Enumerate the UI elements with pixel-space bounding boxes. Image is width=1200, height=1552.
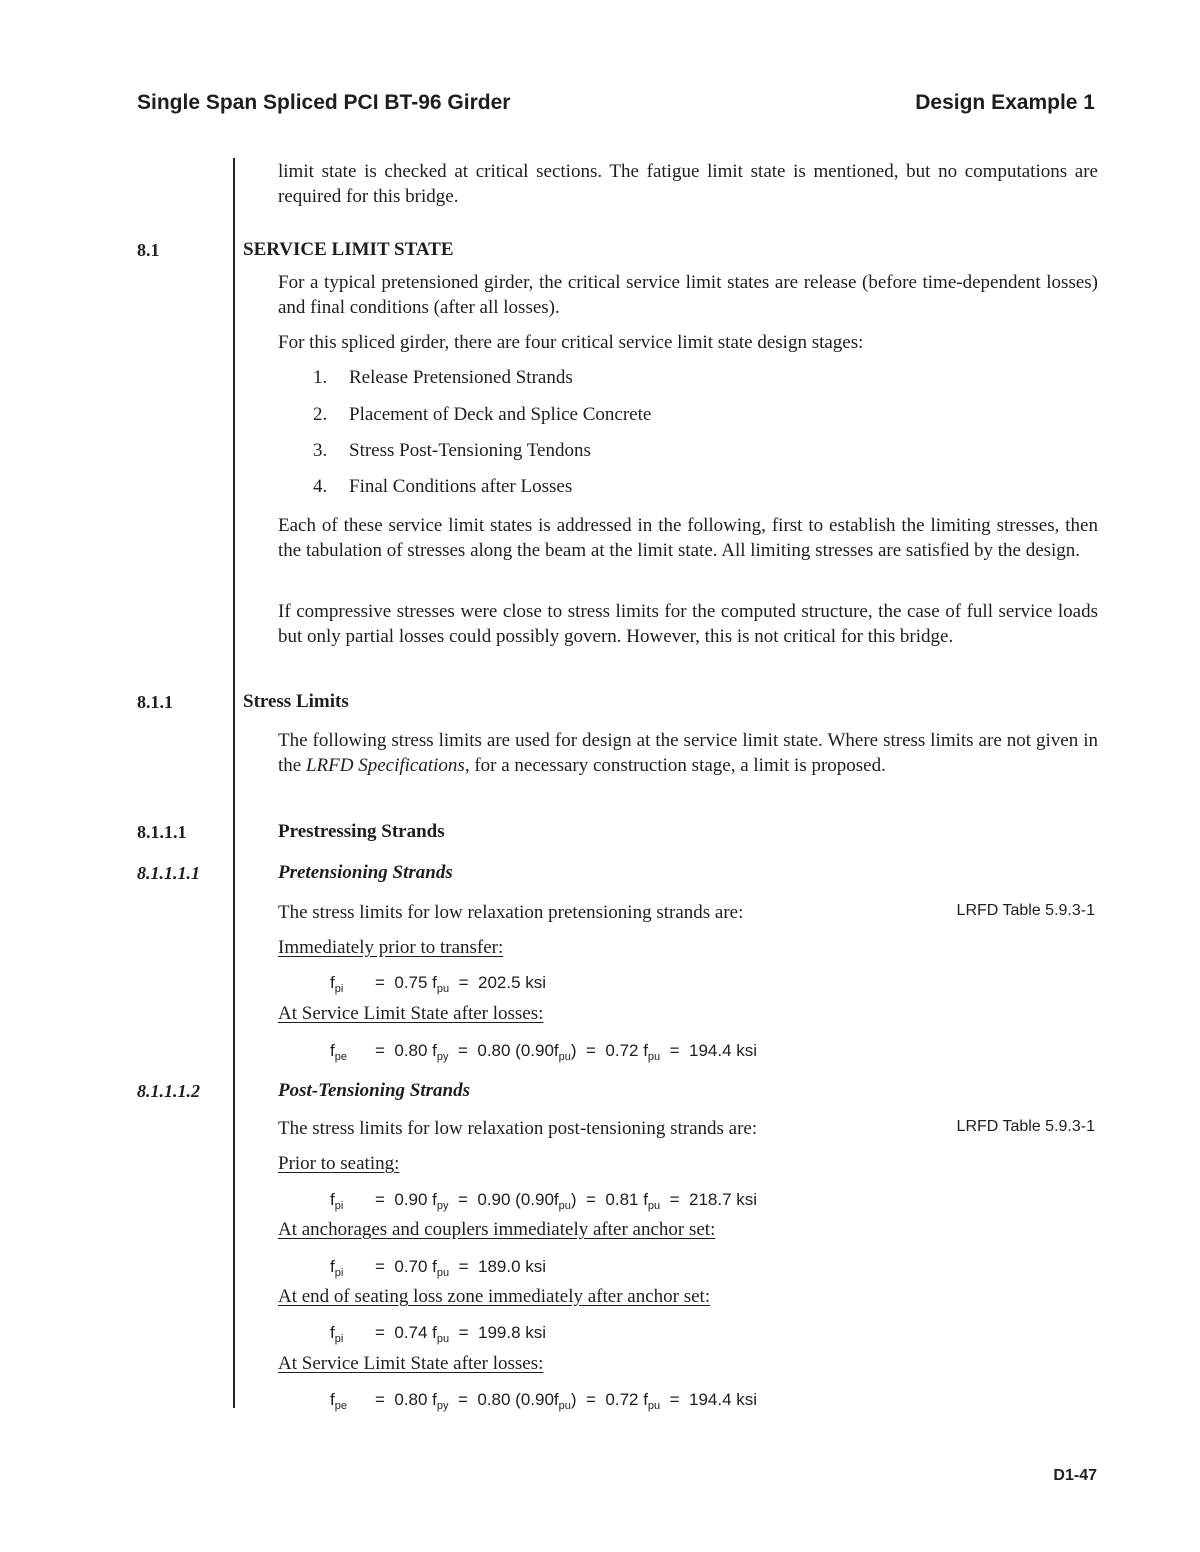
intro-paragraph: limit state is checked at critical sections. The fatigue limit state is mentioned, but no computations are required for this bridge. <box>278 161 1098 207</box>
paragraph: The stress limits for low relaxation pretensioning strands are: <box>278 902 744 923</box>
condition-label: At Service Limit State after losses: <box>278 1353 544 1374</box>
list-item <box>313 404 651 426</box>
list-item-text: Placement of Deck and Splice Concrete <box>349 404 652 425</box>
condition-label: At anchorages and couplers immediately after anchor set: <box>278 1219 716 1240</box>
lrfd-specifications-italic: LRFD Specifications <box>305 755 465 776</box>
paragraph: Each of these service limit states is addressed in the following, first to establish the limiting stresses, then the tabulation of stresses along the beam at the limit state. All limiting stresses are satisfied by the design. <box>278 515 1098 561</box>
list-item <box>313 367 573 389</box>
equation: $f_{pi} = 0.75$ $f_{pu} = 202.5$ ksi <box>330 973 547 995</box>
condition-label: At end of seating loss zone immediately after anchor set: <box>278 1286 711 1307</box>
paragraph: The stress limits for low relaxation post-tensioning strands are: <box>278 1118 758 1139</box>
condition-label: Prior to seating: <box>278 1153 400 1174</box>
list-item-text: Stress Post-Tensioning Tendons <box>349 440 591 461</box>
paragraph: For a typical pretensioned girder, the critical service limit states are release (before time-dependent losses) and final conditions (after all losses). <box>278 272 1098 318</box>
section-title-prestressing-strands: Prestressing Strands <box>278 821 445 842</box>
lrfd-reference: LRFD Table 5.9.3-1 <box>956 1118 1095 1135</box>
paragraph: The following stress limits are used for design at the service limit state. Where stress limits are not given in the LRFD Specifications, for a necessary construction stage, a limit is proposed. <box>278 730 1098 776</box>
section-number-8-1: 8.1 <box>137 240 160 260</box>
margin-rule <box>233 158 235 1408</box>
list-item-text: Release Pretensioned Strands <box>349 367 573 388</box>
list-item <box>313 476 572 498</box>
list-item-number: 4. <box>313 476 328 497</box>
document-title: Single Span Spliced PCI BT-96 Girder <box>137 91 511 114</box>
section-number-8-1-1-1: 8.1.1.1 <box>137 822 187 842</box>
equation: $f_{pe} = 0.80$ $f_{py} = 0.80$ $(0.90f_{pu}) = 0.72$ $f_{pu} = 194.4$ ksi <box>330 1041 758 1063</box>
list-item-number: 2. <box>313 404 328 425</box>
section-number-8-1-1-1-2: 8.1.1.1.2 <box>137 1081 200 1101</box>
section-number-8-1-1: 8.1.1 <box>137 692 173 712</box>
section-title-post-tensioning-strands: Post-Tensioning Strands <box>278 1080 471 1101</box>
condition-label: Immediately prior to transfer: <box>278 937 504 958</box>
lrfd-reference: LRFD Table 5.9.3-1 <box>956 902 1095 919</box>
section-title-stress-limits: Stress Limits <box>243 691 349 712</box>
section-title-service-limit-state: SERVICE LIMIT STATE <box>243 239 454 260</box>
equation: $f_{pi} = 0.74$ $f_{pu} = 199.8$ ksi <box>330 1323 547 1345</box>
paragraph: For this spliced girder, there are four critical service limit state design stages: <box>278 332 864 353</box>
equation: $f_{pi} = 0.90$ $f_{py} = 0.90$ $(0.90f_{pu}) = 0.81$ $f_{pu} = 218.7$ ksi <box>330 1190 758 1212</box>
page-number: D1-47 <box>1053 1467 1097 1484</box>
list-item-number: 1. <box>313 367 328 388</box>
list-item-text: Final Conditions after Losses <box>349 476 573 497</box>
list-item <box>313 440 591 462</box>
list-item-number: 3. <box>313 440 328 461</box>
equation: $f_{pe} = 0.80$ $f_{py} = 0.80$ $(0.90f_{pu}) = 0.72$ $f_{pu} = 194.4$ ksi <box>330 1390 758 1412</box>
condition-label: At Service Limit State after losses: <box>278 1003 544 1024</box>
equation: $f_{pi} = 0.70$ $f_{pu} = 189.0$ ksi <box>330 1257 547 1279</box>
example-title: Design Example 1 <box>915 91 1095 114</box>
paragraph: If compressive stresses were close to stress limits for the computed structure, the case of full service loads but only partial losses could possibly govern. However, this is not critical for this bridge. <box>278 601 1098 647</box>
section-title-pretensioning-strands: Pretensioning Strands <box>278 862 453 883</box>
section-number-8-1-1-1-1: 8.1.1.1.1 <box>137 863 200 883</box>
